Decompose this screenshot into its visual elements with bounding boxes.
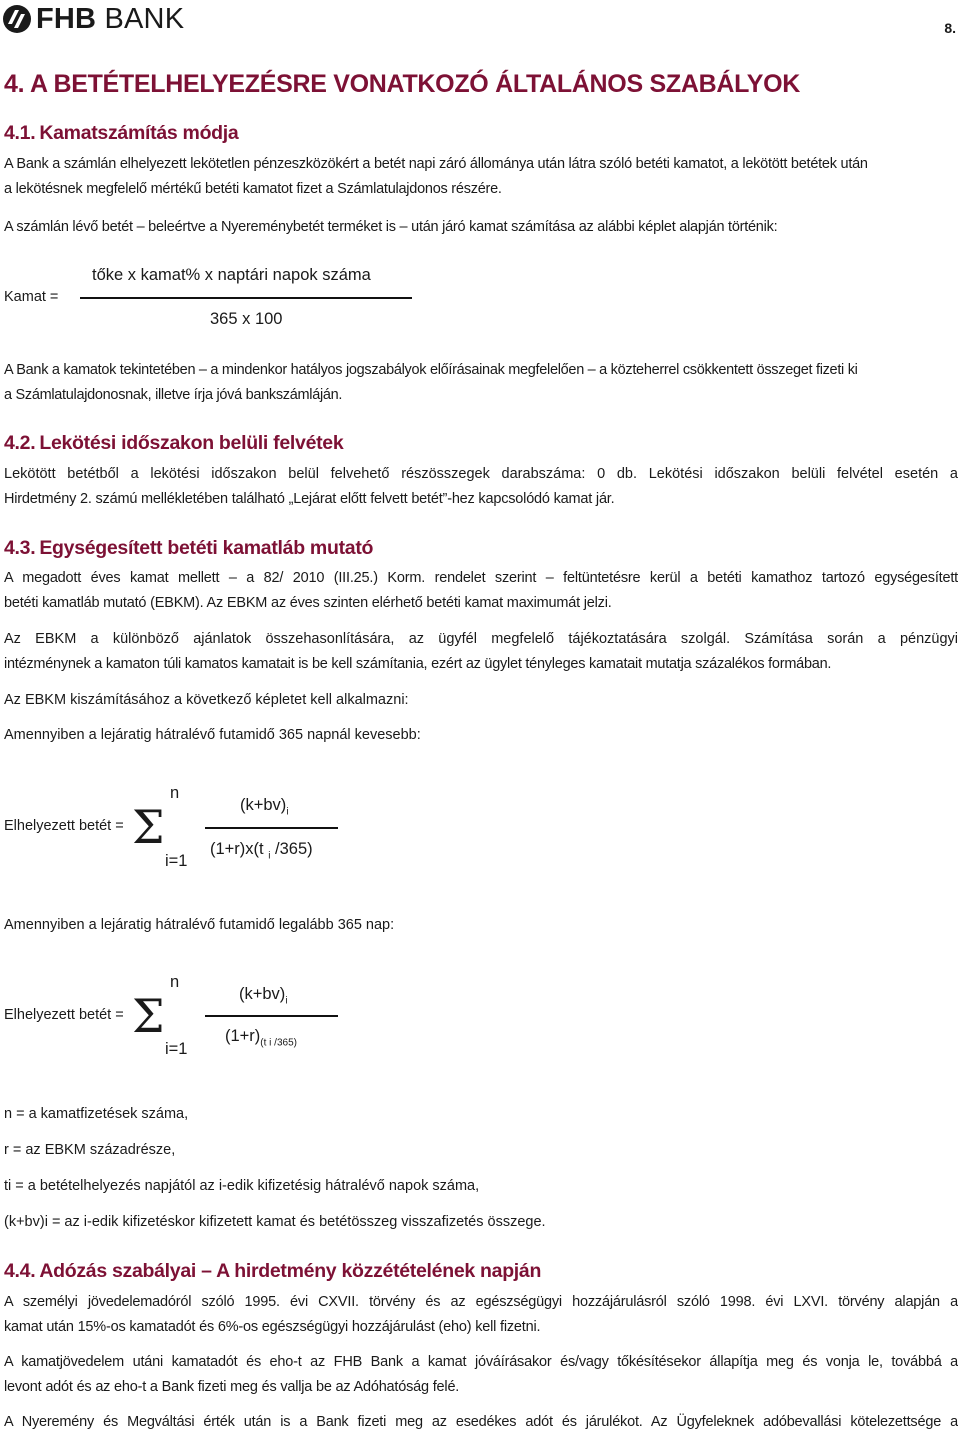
paragraph-4-3-d — [4, 723, 958, 748]
sigma-symbol: Σ — [132, 989, 165, 1043]
text-line: r = az EBKM századrésze, — [4, 1142, 176, 1158]
text-line: Amennyiben a lejáratig hátralévő futamidő legalább 365 nap: — [4, 917, 395, 933]
page-number: 8. — [944, 20, 956, 36]
heading-4-3 — [4, 537, 373, 560]
text-line: a Számlatulajdonosnak, illetve írja jóvá bankszámláján. — [4, 387, 343, 403]
paragraph-4-2 — [4, 462, 958, 512]
formula-numerator: tőke x kamat% x naptári napok száma — [92, 266, 371, 284]
definition-n — [4, 1102, 958, 1127]
paragraph-4-4-b — [4, 1350, 958, 1400]
sum-lower-limit: i=1 — [165, 1040, 188, 1058]
heading-number: 4.4. — [4, 1260, 36, 1282]
paragraph-4-3-b — [4, 627, 958, 677]
paragraph-4-1-b — [4, 215, 958, 240]
text-line: A számlán lévő betét – beleértve a Nyereménybetét terméket is – után járó kamat számítása az alábbi képlet alapján történik: — [4, 219, 778, 235]
heading-number: 4.3. — [4, 537, 36, 559]
text-line: Hirdetmény 2. számú mellékletében található „Lejárat előtt felvett betét”-hez kapcsolódó kamat jár. — [4, 491, 615, 507]
text-line: Amennyiben a lejáratig hátralévő futamidő 365 napnál kevesebb: — [4, 727, 421, 743]
text-line: (k+bv)i = az i-edik kifizetéskor kifizetett kamat és betétösszeg visszafizetés összege. — [4, 1214, 546, 1230]
formula-denominator: 365 x 100 — [210, 310, 283, 328]
heading-number: 4.2. — [4, 432, 36, 454]
formula1-numerator: $(k+bv)_i$ — [240, 796, 289, 818]
sum-lower-limit: i=1 — [165, 852, 188, 870]
heading-4-1 — [4, 122, 238, 145]
definition-ti — [4, 1174, 958, 1199]
paragraph-4-3-e — [4, 913, 958, 938]
text-line: n = a kamatfizetések száma, — [4, 1106, 189, 1122]
text-line: Az EBKM a különböző ajánlatok összehasonlítására, az ügyfél megfelelő tájékoztatására szolgál. Számítása során a pénzügyi — [4, 631, 958, 647]
paragraph-4-4-a — [4, 1290, 958, 1340]
text-line: A kamatjövedelem utáni kamatadót és eho-t az FHB Bank a kamat jóváírásakor és/vagy tőkésítésekor állapítja meg és vonja le, továbbá a — [4, 1354, 958, 1370]
paragraph-4-3-a — [4, 566, 958, 616]
paragraph-4-1-a — [4, 152, 958, 202]
heading-text: Egységesített betéti kamatláb mutató — [39, 537, 374, 559]
text-line: A személyi jövedelemadóról szóló 1995. évi CXVII. törvény és az egészségügyi hozzájárulásról szóló 1998. évi LXVI. törvény alapján a — [4, 1294, 958, 1310]
text-line: intézménynek a kamaton túli kamatos kamatait is be kell számítania, ezért az ügylet tényleges kamatait mutatja százalékos formában. — [4, 656, 832, 672]
formula2-denominator: $(1+r)_{(t i /365)}$ — [225, 1027, 297, 1049]
text-line: levont adót és az eho-t a Bank fizeti meg és vallja be az Adóhatóság felé. — [4, 1379, 460, 1395]
text-line: A Bank a számlán elhelyezett lekötetlen pénzeszközökért a betét napi záró állománya után látra szóló betéti kamatot, a lekötött betétek után — [4, 156, 868, 172]
logo-wordmark: FHB BANK — [36, 3, 185, 35]
heading-text: Adózás szabályai – A hirdetmény közzétételének napján — [39, 1260, 542, 1282]
text-line: betéti kamatláb mutató (EBKM). Az EBKM az éves szinten elérhető betéti kamat maximumát jelzi. — [4, 595, 612, 611]
heading-4-2 — [4, 432, 343, 455]
text-line: Az EBKM kiszámításához a következő képletet kell alkalmazni: — [4, 692, 409, 708]
definition-r — [4, 1138, 958, 1163]
formula-lhs: Kamat = — [4, 289, 59, 305]
formula1-lhs: Elhelyezett betét = — [4, 818, 124, 834]
sum-upper-limit: n — [170, 973, 180, 991]
text-line: a lekötésnek megfelelő mértékű betéti kamatot fizet a Számlatulajdonos részére. — [4, 181, 502, 197]
definition-kbv — [4, 1210, 958, 1235]
sigma-symbol: Σ — [132, 800, 165, 854]
heading-number: 4.1. — [4, 122, 36, 144]
fhb-bank-logo — [2, 4, 184, 34]
heading-text: Kamatszámítás módja — [39, 122, 239, 144]
section-title: 4. A BETÉTELHELYEZÉSRE VONATKOZÓ ÁLTALÁNOS SZABÁLYOK — [4, 70, 801, 98]
heading-4-4 — [4, 1260, 541, 1283]
fraction-rule — [205, 827, 338, 829]
formula2-lhs: Elhelyezett betét = — [4, 1007, 124, 1023]
fhb-logo-mark-icon — [2, 4, 32, 34]
paragraph-4-3-c — [4, 688, 958, 713]
heading-text: Lekötési időszakon belüli felvétek — [39, 432, 344, 454]
paragraph-4-4-c — [4, 1410, 958, 1435]
fraction-rule — [205, 1015, 338, 1017]
formula1-denominator: (1+r)x(t $_i$ /365) — [210, 840, 313, 862]
text-line: Lekötött betétből a lekötési időszakon belül felvehető részösszegek darabszáma: 0 db. Lekötési időszakon belüli felvétel esetén a — [4, 466, 958, 482]
formula2-numerator: $(k+bv)_i$ — [239, 985, 288, 1007]
text-line: A megadott éves kamat mellett – a 82/ 2010 (III.25.) Korm. rendelet szerint – feltüntetésre kerül a betéti kamathoz tartozó egységesített — [4, 570, 958, 586]
text-line: A Nyeremény és Megváltási érték után is a Bank fizeti meg az esedékes adót és járulékot. Az Ügyfeleknek adóbevallási kötelezettsége a — [4, 1414, 958, 1430]
text-line: ti = a betételhelyezés napjától az i-edik kifizetésig hátralévő napok száma, — [4, 1178, 480, 1194]
sum-upper-limit: n — [170, 784, 180, 802]
paragraph-4-1-c — [4, 358, 958, 408]
text-line: kamat után 15%-os kamatadót és 6%-os egészségügyi hozzájárulást (eho) kell fizetni. — [4, 1319, 541, 1335]
fraction-rule — [80, 297, 412, 299]
text-line: A Bank a kamatok tekintetében – a mindenkor hatályos jogszabályok előírásainak megfelelően – a közteherrel csökkentett összeget fizeti ki — [4, 362, 858, 378]
